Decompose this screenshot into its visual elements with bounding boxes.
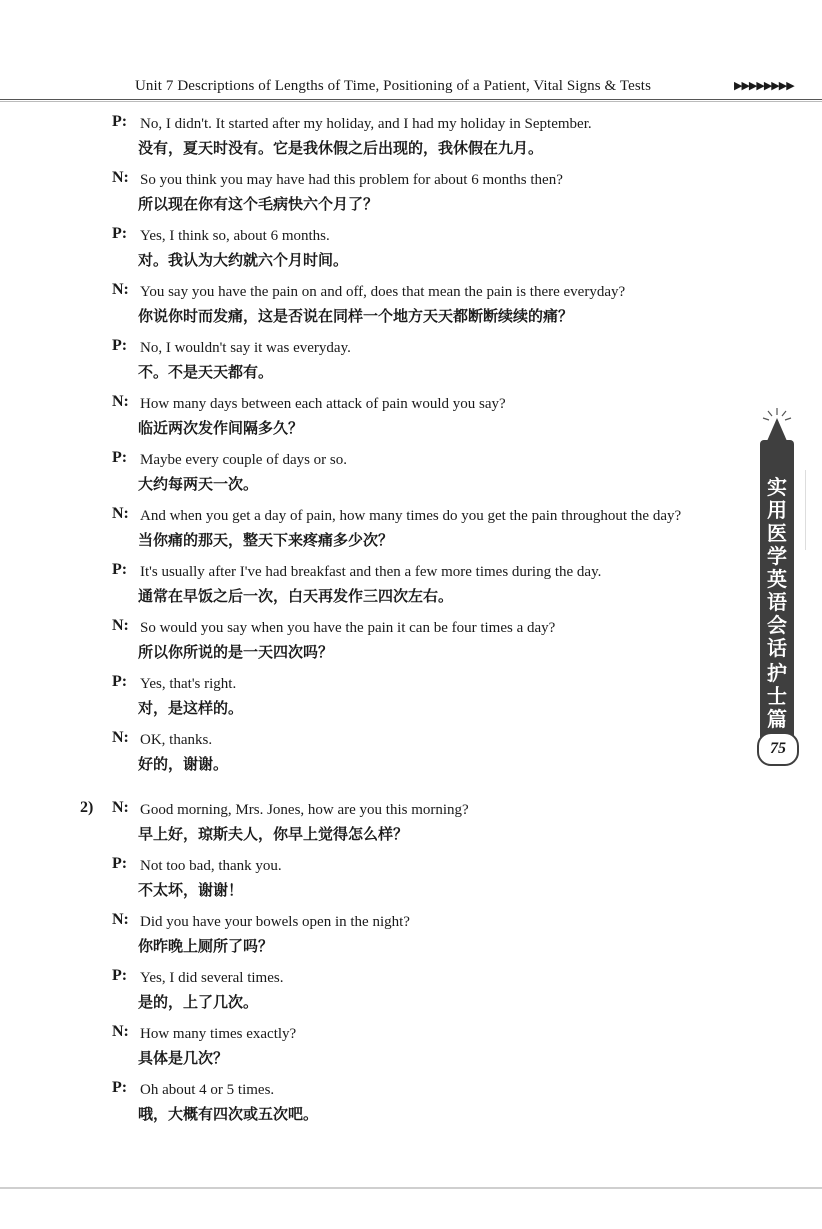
chinese-translation: 所以现在你有这个毛病快六个月了？: [138, 195, 379, 213]
page-number: 75: [757, 732, 799, 766]
chinese-translation: 不。不是天天都有。: [138, 363, 274, 381]
chinese-translation: 对。我认为大约就六个月时间。: [138, 251, 349, 269]
chinese-translation: 哦，大概有四次或五次吧。: [138, 1105, 319, 1123]
book-subtitle-char: 篇: [767, 707, 787, 731]
book-title-tab: [760, 440, 794, 755]
book-subtitle-char: 护: [767, 661, 787, 685]
header-rule: [0, 99, 822, 100]
dialogue-turn: [0, 504, 740, 552]
english-line: Yes, that's right.: [140, 676, 237, 692]
speaker-label: P:: [112, 337, 128, 354]
dialogue-turn: [0, 1078, 740, 1126]
english-line: Good morning, Mrs. Jones, how are you this morning?: [140, 802, 469, 818]
chinese-translation: 当你痛的那天，整天下来疼痛多少次？: [138, 531, 394, 549]
speaker-label: N:: [112, 799, 129, 816]
book-title-char: 话: [767, 636, 787, 660]
dialogue-turn: [0, 616, 740, 664]
english-line: And when you get a day of pain, how many times do you get the pain throughout the day?: [140, 508, 682, 524]
book-title: [760, 476, 794, 660]
english-line: Not too bad, thank you.: [140, 858, 282, 874]
dialogue-turn: [0, 560, 740, 608]
speaker-label: P:: [112, 967, 128, 984]
english-line: OK, thanks.: [140, 732, 213, 748]
chinese-translation: 不太坏，谢谢！: [138, 881, 244, 899]
dialogue-turn: [0, 728, 740, 776]
book-title-char: 学: [767, 544, 787, 568]
dialogue-turn: [0, 910, 740, 958]
dialogue-section-1: [0, 112, 740, 776]
book-title-char: 实: [767, 475, 787, 499]
section-number: 2): [80, 799, 94, 816]
english-line: No, I didn't. It started after my holiday, and I had my holiday in September.: [140, 116, 592, 132]
english-line: So would you say when you have the pain it can be four times a day?: [140, 620, 556, 636]
speaker-label: N:: [112, 505, 129, 522]
book-title-char: 英: [767, 567, 787, 591]
dialogue-turn: [0, 224, 740, 272]
chinese-translation: 具体是几次？: [138, 1049, 229, 1067]
english-line: Oh about 4 or 5 times.: [140, 1082, 275, 1098]
footer-rule: [0, 1187, 822, 1189]
english-line: No, I wouldn't say it was everyday.: [140, 340, 351, 356]
speaker-label: P:: [112, 225, 128, 242]
dialogue-turn: [0, 280, 740, 328]
speaker-label: P:: [112, 561, 128, 578]
book-title-char: 医: [767, 521, 787, 545]
dialogue-turn: [0, 1022, 740, 1070]
speaker-label: P:: [112, 673, 128, 690]
book-subtitle: [760, 662, 794, 731]
speaker-label: N:: [112, 1023, 129, 1040]
dialogue-turn: [0, 448, 740, 496]
english-line: Yes, I did several times.: [140, 970, 284, 986]
chinese-translation: 你说你时而发痛，这是否说在同样一个地方天天都断断续续的痛？: [138, 307, 574, 325]
english-line: You say you have the pain on and off, does that mean the pain is there everyday?: [140, 284, 626, 300]
speaker-label: N:: [112, 393, 129, 410]
dialogue-turn: [0, 112, 740, 160]
speaker-label: P:: [112, 449, 128, 466]
english-line: So you think you may have had this problem for about 6 months then?: [140, 172, 563, 188]
book-title-char: 用: [767, 498, 787, 522]
header-title: Unit 7 Descriptions of Lengths of Time, Positioning of a Patient, Vital Signs & Tests: [135, 78, 652, 94]
english-line: How many days between each attack of pain would you say?: [140, 396, 506, 412]
chinese-translation: 早上好，琼斯夫人，你早上觉得怎么样？: [138, 825, 409, 843]
english-line: Yes, I think so, about 6 months.: [140, 228, 330, 244]
running-header: [0, 76, 822, 100]
speaker-label: N:: [112, 617, 129, 634]
margin-mark: [805, 470, 806, 550]
dialogue-turn: [0, 168, 740, 216]
english-line: Did you have your bowels open in the night?: [140, 914, 410, 930]
dialogue-turn: [0, 392, 740, 440]
header-rule-secondary: [0, 101, 822, 102]
english-line: How many times exactly?: [140, 1026, 297, 1042]
chinese-translation: 你昨晚上厕所了吗？: [138, 937, 274, 955]
book-title-char: 语: [767, 590, 787, 614]
speaker-label: P:: [112, 1079, 128, 1096]
dialogue-turn: [0, 966, 740, 1014]
dialogue-turn: [0, 336, 740, 384]
dialogue-turn: [0, 798, 740, 846]
chinese-translation: 好的，谢谢。: [138, 755, 229, 773]
chinese-translation: 是的，上了几次。: [138, 993, 259, 1011]
speaker-label: P:: [112, 113, 128, 130]
chinese-translation: 没有，夏天时没有。它是我休假之后出现的，我休假在九月。: [138, 139, 544, 157]
speaker-label: N:: [112, 729, 129, 746]
chinese-translation: 所以你所说的是一天四次吗？: [138, 643, 334, 661]
speaker-label: N:: [112, 169, 129, 186]
english-line: It's usually after I've had breakfast and then a few more times during the day.: [140, 564, 602, 580]
english-line: Maybe every couple of days or so.: [140, 452, 348, 468]
speaker-label: N:: [112, 281, 129, 298]
dialogue-turn: [0, 854, 740, 902]
book-title-char: 会: [767, 613, 787, 637]
chinese-translation: 对，是这样的。: [138, 699, 244, 717]
chinese-translation: 通常在早饭之后一次，白天再发作三四次左右。: [138, 587, 454, 605]
dialogue-content: [0, 112, 740, 1134]
book-subtitle-char: 士: [767, 684, 787, 708]
speaker-label: N:: [112, 911, 129, 928]
speaker-label: P:: [112, 855, 128, 872]
header-arrows: ▶▶▶▶▶▶▶▶: [734, 80, 794, 92]
dialogue-section-2: [0, 798, 740, 1126]
chinese-translation: 大约每两天一次。: [138, 475, 259, 493]
chinese-translation: 临近两次发作间隔多久？: [138, 419, 304, 437]
dialogue-turn: [0, 672, 740, 720]
